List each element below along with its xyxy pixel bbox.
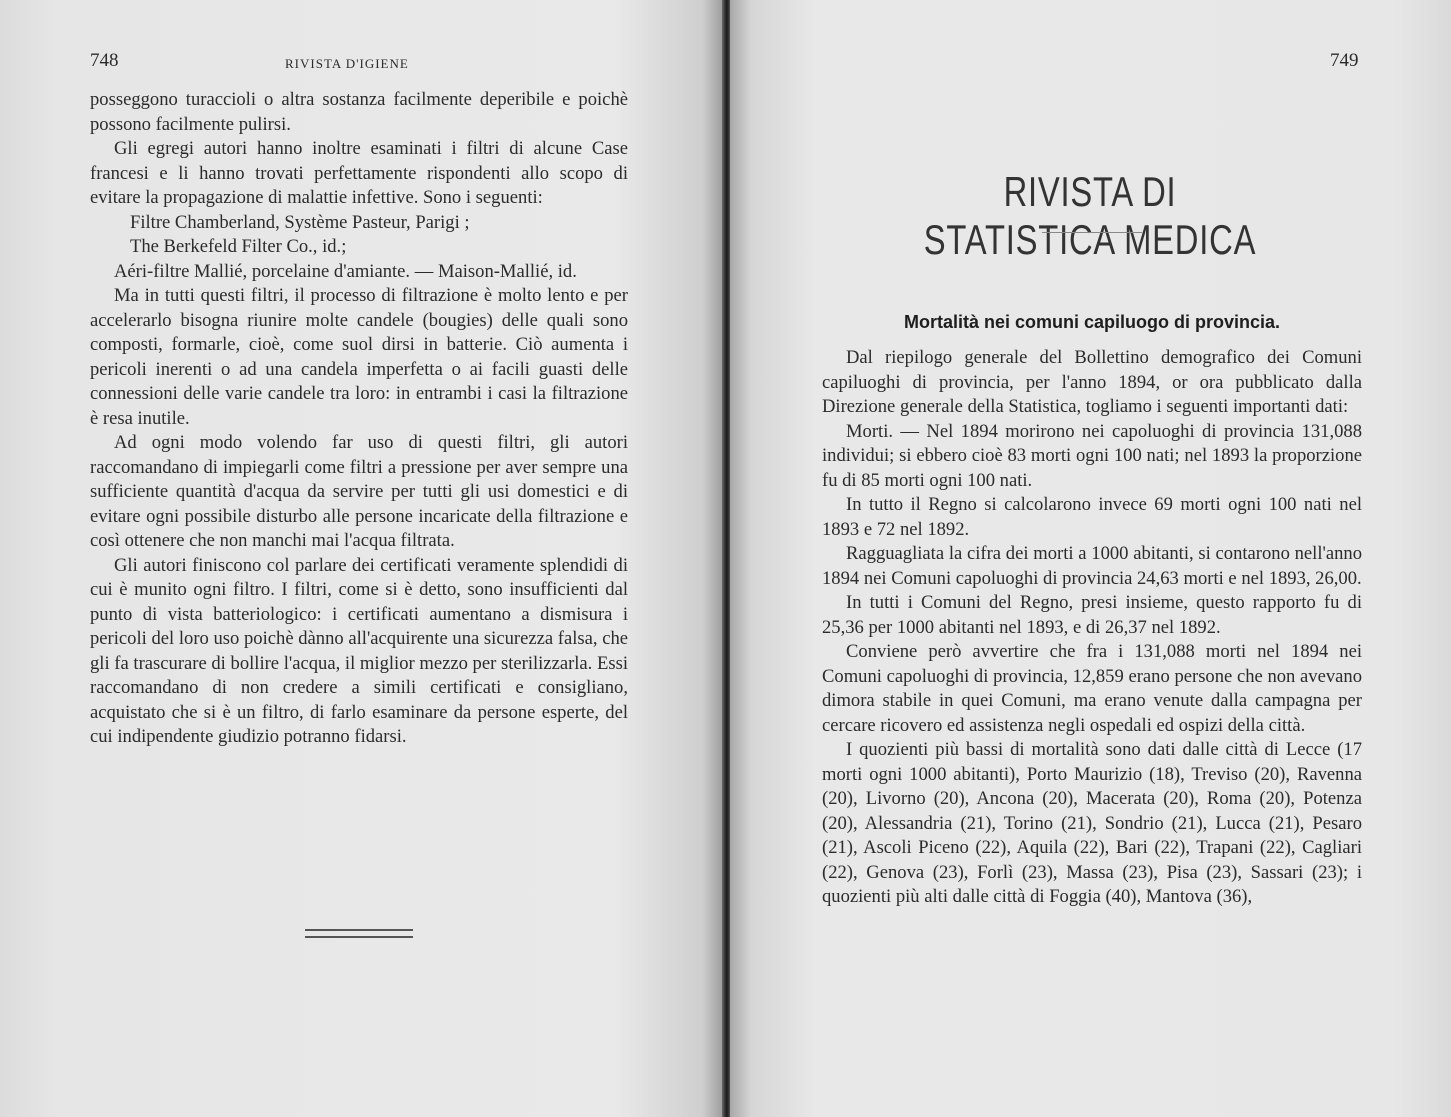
end-rule-bottom — [305, 936, 413, 938]
paragraph: Gli autori finiscono col parlare dei certificati veramente splendidi di cui è munito ogni filtro. I filtri, come si è detto, sono insufficienti dal punto di vista batteriologico: i certificati aumentano a dismisura i pericoli del loro uso poichè dànno all'acquirente una sicurezza falsa, che gli fa trascurare di bollire l'acqua, il miglior mezzo per sterilizzarla. Essi raccomandano di non credere a simili certificati e consigliano, acquistato che si è un filtro, di farlo esaminare da persone esperte, del cui indipendente giudizio potranno fidarsi. — [90, 554, 628, 747]
paragraph: I quozienti più bassi di mortalità sono dati dalle città di Lecce (17 morti ogni 1000 abitanti), Porto Maurizio (18), Treviso (20), Ravenna (20), Livorno (20), Ancona (20), Macerata (20), Roma (20), Potenza (20), Alessandria (21), Torino (21), Sondrio (21), Lucca (21), Pesaro (21), Ascoli Piceno (22), Aquila (22), Bari (22), Trapani (22), Cagliari (22), Genova (23), Forlì (23), Massa (23), Pisa (23), Sassari (23); i quozienti più alti dalle città di Foggia (40), Mantova (36), — [822, 739, 1362, 907]
page-number-left: 748 — [90, 50, 119, 71]
left-page — [0, 0, 724, 1117]
paragraph: In tutto il Regno si calcolarono invece 69 morti ogni 100 nati nel 1893 e 72 nel 1892. — [822, 494, 1362, 540]
paragraph: Ad ogni modo volendo far uso di questi filtri, gli autori raccomandano di impiegarli come filtri a pressione per aver sempre una sufficiente quantità d'acqua da servire per tutti gli usi domestici e di evitare ogni possibile disturbo alle persone incaricate della filtrazione e così ottenere che non manchi mai l'acqua filtrata. — [90, 432, 628, 551]
paragraph: posseggono turaccioli o altra sostanza facilmente deperibile e poichè possono facilmente pulirsi. — [90, 89, 628, 135]
section-title: RIVISTA DI STATISTICA MEDICA — [923, 168, 1257, 263]
end-rule-top — [305, 929, 413, 931]
left-body-text — [90, 88, 628, 750]
filter-list-item: Aéri-filtre Mallié, porcelaine d'amiante. — Maison-Mallié, id. — [114, 260, 577, 282]
paragraph: Gli egregi autori hanno inoltre esaminati i filtri di alcune Case francesi e li hanno trovati perfettamente rispondenti allo scopo di evitare la propagazione di malattie infettive. Sono i seguenti: — [90, 138, 628, 208]
right-body-text — [822, 346, 1362, 910]
paragraph: Dal riepilogo generale del Bollettino demografico dei Comuni capiluoghi di provincia, per l'anno 1894, or ora pubblicato dalla Direzione generale della Statistica, togliamo i seguenti importanti dati: — [822, 347, 1362, 417]
title-rule — [1042, 232, 1142, 233]
filter-list-item: Filtre Chamberland, Système Pasteur, Parigi ; — [130, 211, 470, 233]
running-head-journal: RIVISTA D'IGIENE — [285, 56, 409, 71]
paragraph: Morti. — Nel 1894 morirono nei capoluoghi di provincia 131,088 individui; si ebbero cioè 83 morti ogni 100 nati; nel 1893 la proporzione fu di 85 morti ogni 100 nati. — [822, 420, 1362, 491]
paragraph: In tutti i Comuni del Regno, presi insieme, questo rapporto fu di 25,36 per 1000 abitanti nel 1893, e di 26,37 nel 1892. — [822, 592, 1362, 638]
filter-list-item: The Berkefeld Filter Co., id.; — [130, 236, 347, 257]
paragraph: Ragguagliata la cifra dei morti a 1000 abitanti, si contarono nell'anno 1894 nei Comuni capoluoghi di provincia 24,63 morti e nel 1893, 26,00. — [822, 543, 1362, 589]
article-heading: Mortalità nei comuni capiluogo di provincia. — [903, 312, 1281, 332]
page-number-right: 749 — [1330, 50, 1359, 71]
paragraph: Conviene però avvertire che fra i 131,088 morti nel 1894 nei Comuni capoluoghi di provincia, 12,859 erano persone che non avevano dimora stabile in quei Comuni, ma erano venute dalla campagna per cercare ricovero ed assistenza negli ospedali ed ospizi della città. — [822, 641, 1362, 736]
right-page — [730, 0, 1451, 1117]
paragraph: Ma in tutti questi filtri, il processo di filtrazione è molto lento e per accelerarlo bisogna riunire molte candele (bougies) delle quali sono composti, formarle, cioè, come suol dirsi in batterie. Ciò aumenta i pericoli inerenti o ad una candela imperfetta o ai facili guasti delle connessioni delle varie candele tra loro: in entrambi i casi la filtrazione è resa inutile. — [90, 285, 628, 429]
